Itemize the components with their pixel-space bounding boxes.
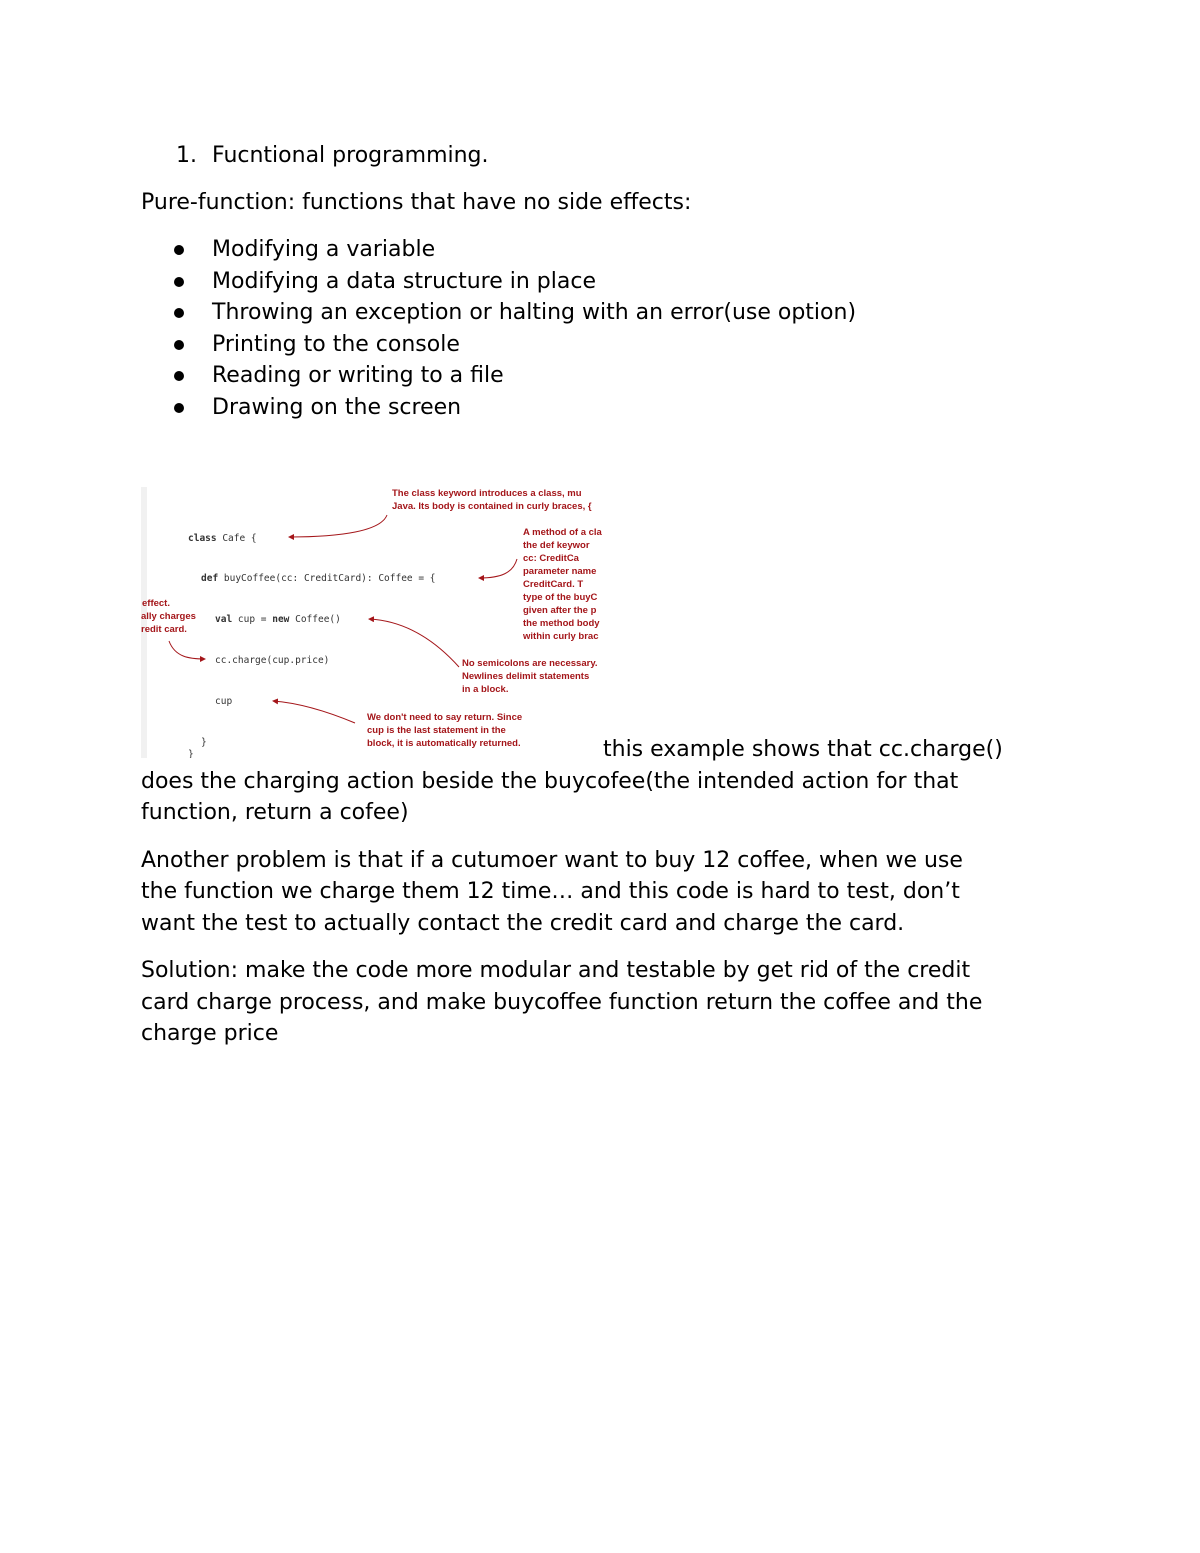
bullet-icon [174, 403, 184, 413]
method-note-line: given after the p [523, 605, 597, 616]
body-line: want the test to actually contact the credit card and charge the card. [141, 911, 905, 936]
body-line: the function we charge them 12 time… and this code is hard to test, don’t [141, 879, 960, 904]
effect-note-line: redit card. [141, 624, 187, 635]
body-line: does the charging action beside the buycofee(the intended action for that [141, 769, 959, 794]
method-note-line: CreditCard. T [523, 579, 584, 590]
effect-note-line: ally charges [141, 611, 196, 622]
bullet-icon [174, 277, 184, 287]
code-closing-brace: } [188, 749, 194, 758]
intro-text: Pure-function: functions that have no side effects: [141, 190, 692, 215]
return-note-line: cup is the last statement in the [367, 725, 506, 736]
bullet-icon [174, 308, 184, 318]
code-line-charge: cc.charge(cup.price) [215, 655, 330, 666]
list-number: 1. [176, 143, 197, 168]
bullet-icon [174, 340, 184, 350]
arrow-icon [169, 641, 205, 659]
list-item: Modifying a variable [212, 237, 436, 262]
method-note-line: parameter name [523, 566, 597, 577]
return-note-line: block, it is automatically returned. [367, 738, 521, 749]
body-line: charge price [141, 1021, 279, 1046]
semicolon-note-line: Newlines delimit statements [462, 671, 590, 682]
code-line-return: cup [215, 696, 233, 707]
code-line-def: def buyCoffee(cc: CreditCard): Coffee = { [201, 573, 436, 584]
list-item: Drawing on the screen [212, 395, 462, 420]
arrow-icon [479, 559, 517, 578]
class-note-line: The class keyword introduces a class, mu [392, 488, 582, 499]
code-line-class: class Cafe { [188, 533, 257, 544]
method-note-line: type of the buyC [523, 592, 598, 603]
arrow-icon [273, 701, 355, 723]
return-note-line: We don't need to say return. Since [367, 712, 523, 723]
list-item: Printing to the console [212, 332, 460, 357]
list-item: Reading or writing to a file [212, 363, 504, 388]
body-line: Another problem is that if a cutumoer want to buy 12 coffee, when we use [141, 848, 963, 873]
method-note-line: cc: CreditCa [523, 553, 579, 564]
figure-caption-inline: this example shows that cc.charge() [603, 737, 1003, 762]
code-annotation-figure [141, 487, 604, 758]
code-line-val: val cup = new Coffee() [215, 614, 341, 625]
arrow-icon [289, 515, 387, 537]
class-note-line: Java. Its body is contained in curly braces, { [392, 501, 592, 512]
method-note-line: the method body [523, 618, 600, 629]
semicolon-note-line: in a block. [462, 684, 509, 695]
semicolon-note-line: No semicolons are necessary. [462, 658, 598, 669]
body-line: Solution: make the code more modular and testable by get rid of the credit [141, 958, 971, 983]
bullet-icon [174, 371, 184, 381]
method-note-line: within curly brac [523, 631, 599, 642]
list-item: Modifying a data structure in place [212, 269, 597, 294]
bullet-icon [174, 245, 184, 255]
list-item: Throwing an exception or halting with an error(use option) [212, 300, 857, 325]
effect-note-line: effect. [142, 598, 170, 609]
arrow-icon [369, 619, 459, 667]
section-heading: Fucntional programming. [212, 143, 489, 168]
body-line: function, return a cofee) [141, 800, 409, 825]
method-note-line: A method of a cla [523, 527, 602, 538]
code-closing-brace: } [201, 737, 207, 748]
code-figure-svg [141, 487, 604, 758]
method-note-line: the def keywor [523, 540, 590, 551]
figure-shadow-edge [141, 487, 147, 758]
body-line: card charge process, and make buycoffee function return the coffee and the [141, 990, 983, 1015]
